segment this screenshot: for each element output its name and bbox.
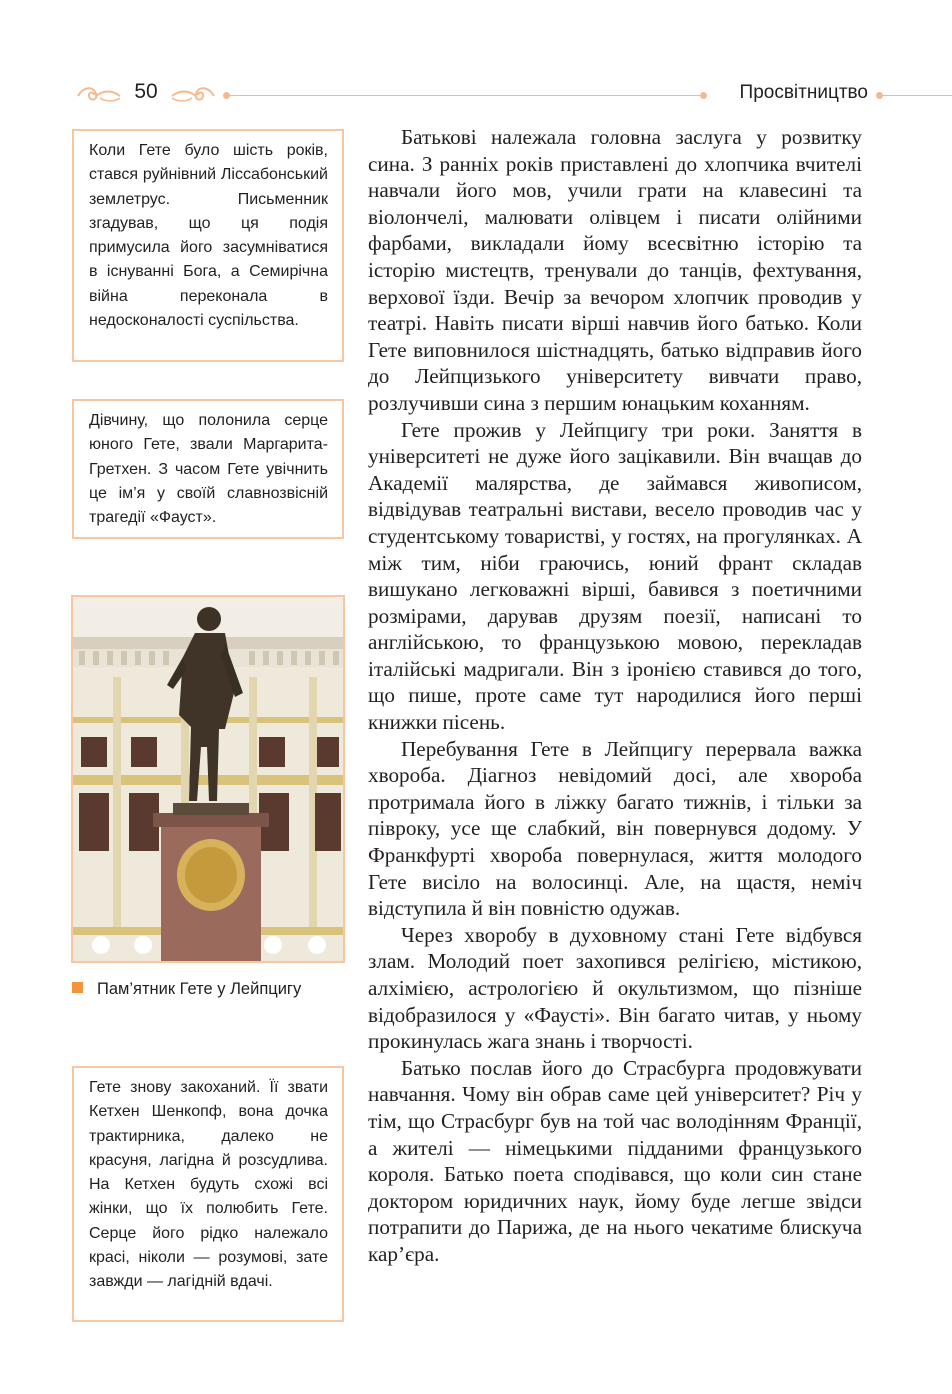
paragraph: Гете прожив у Лейпцигу три роки. Заняття в університеті не дуже його зацікавили. Він вчащав до Академії малярства, де займався живописом, відвідував театральні вистави, весело проводив час у студентському товаристві, у гостях, на прогулянках. А між тим, ніби граючись, юний франт складав вишукано легковажні вірші, бавився з поетичними розмірами, дарував друзям поезії, написані то англійською, то французькою мовою, перекладав італійські мадригали. Він з іронією ставився до того, що пише, проте саме тут народилися його перші книжки пісень. [368, 417, 862, 735]
sidebar-note-earthquake: Коли Гете було шість років, стався руйнівний Ліссабонський землетрус. Письменник згадував, що ця подія примусила його засумніватися в існуванні Бога, а Семирічна війна переконала в недосконалості суспільства. [72, 129, 344, 362]
page-number: 50 [134, 80, 158, 103]
photo-caption [72, 980, 352, 999]
paragraph: Батько послав його до Страсбурга продовжувати навчання. Чому він обрав саме цей університет? Річ у тім, що Страсбург був на той час володінням Франції, а жителі — німецькими підданими французького короля. Батько поета сподівався, що коли син стане доктором юридичних наук, йому буде легше звідси потрапити до Парижа, де на нього чекатиме блискуча кар’єра. [368, 1055, 862, 1266]
paragraph: Батькові належала головна заслуга у розвитку сина. З ранніх років приставлені до хлопчика вчителі навчали його мов, учили грати на клавесині та віолончелі, малювати олівцем і писати олійними фарбами, викладали йому всесвітню історію та історію мистецтв, тренували до танців, фехтування, верхової їзди. Вечір за вечором хлопчик проводив у театрі. Навіть писати вірші навчив його батько. Коли Гете виповнилося шістнадцять, батько відправив його до Лейпцизького університету вивчати право, розлучивши сина з першим юнацьким коханням. [368, 125, 862, 415]
paragraph: Через хворобу в духовному стані Гете відбувся злам. Молодий поет захопився релігією, містикою, алхімією, астрологією й окультизмом, що пізніше відобразилося у «Фаусті». Він багато читав, у ньому прокинулась жага знань і творчості. [368, 922, 862, 1054]
paragraph: Перебування Гете в Лейпцигу перервала важка хвороба. Діагноз невідомий досі, але хвороба протримала його в ліжку багато тижнів, і тільки за півроку, усе ще слабкий, він повернувся додому. У Франкфурті хвороба повернулася, життя молодого Гете висіло на волосинці. Але, на щастя, неміч відступила й він повністю одужав. [368, 736, 862, 921]
header-rule-left [228, 95, 704, 96]
section-title: Просвітництво [739, 82, 868, 103]
sidebar-note-kathchen: Гете знову закоханий. Її звати Кетхен Шенкопф, вона дочка трактирника, далеко не красуня, лагідна й розсудлива. На Кетхен будуть схожі всі жінки, що їх полюбить Гете. Серце його рідко належало красі, ніколи — розумові, зате завжди — лагідній вдачі. [72, 1066, 344, 1322]
page-header [0, 0, 952, 120]
header-rule-right [882, 95, 952, 96]
orange-square-bullet-icon [72, 982, 83, 993]
photo-illustration [73, 597, 343, 961]
photo-caption-text: Пам’ятник Гете у Лейпцигу [97, 980, 302, 998]
right-ornament-icon [170, 84, 216, 106]
left-ornament-icon [76, 84, 122, 106]
main-article-text [368, 124, 862, 1268]
goethe-monument-photo [71, 595, 345, 963]
sidebar-note-gretchen: Дівчину, що полонила серце юного Гете, звали Маргарита-Гретхен. З часом Гете увічнить це ім’я у своїй славнозвісній трагедії «Фауст». [72, 399, 344, 539]
